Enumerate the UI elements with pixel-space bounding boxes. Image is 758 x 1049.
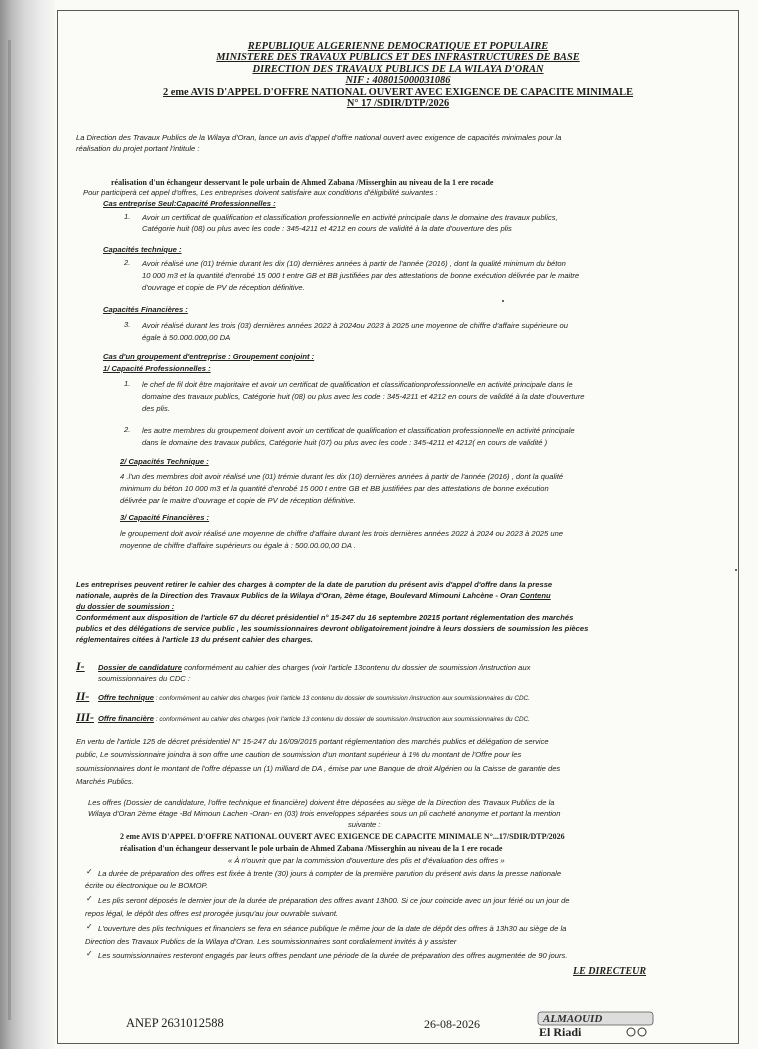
item-number: 3. xyxy=(124,320,131,329)
publication-date: 26-08-2026 xyxy=(424,1017,480,1031)
retrait-contenu: Contenu xyxy=(519,591,551,600)
speck xyxy=(502,300,504,302)
checkmark-icon: ✓ xyxy=(86,867,93,876)
retrait-line2-text: nationale, auprès de la Direction des Travaux Publics de la Wilaya d'Oran, 2ème étage, Boulevard Mimouni Lahcène - Oran xyxy=(76,591,518,600)
logo-graphic xyxy=(535,1010,660,1038)
anep-reference: ANEP 2631012588 xyxy=(126,1016,224,1030)
retrait-line5: publics et des délégations de service public , les soumissionnaires devront obligatoirement joindre à leurs dossiers de soumission les pièces xyxy=(76,624,589,633)
retrait-line6: réglementaires citées à l'article 13 du présent cahier des charges. xyxy=(76,635,313,644)
seul-item1-line2: Catégorie huit (08) ou plus avec les code : 345-4211 et 4212 en cours de validité à la date d'ouverture des plis xyxy=(142,224,512,233)
groupement-item1-line3: des plis. xyxy=(142,404,170,413)
project-name: réalisation d'un échangeur desservant le pole urbain de Ahmed Zabana /Misserghin au niveau de la 1 ere rocade xyxy=(111,178,494,187)
groupement-item1-line2: domaine des travaux publics, Catégorie huit (08) ou plus avec les code : 345-4211 et 4212 en cours de validité à la date d'ouverture xyxy=(142,392,585,401)
seul-item2-line1: Avoir réalisé une (01) trémie durant les dix (10) dernières années à partir de l'année (2016) , dont la qualité minimum du béton xyxy=(142,259,566,268)
caution-line3: soumissionnaires dont le montant de l'offre dépasse un (1) milliard de DA , émise par une Banque de droit Algérien ou la Caisse de garantie des xyxy=(76,764,561,773)
header-direction: DIRECTION DES TRAVAUX PUBLICS DE LA WILAYA D'ORAN xyxy=(252,63,544,75)
offre-technique-text: : conformément au cahier des charges (voir l'article 13 contenu du dossier de soumission /instruction aux soumissionnaires du CDC. xyxy=(153,695,530,702)
bullet1-line1: La durée de préparation des offres est fixée à trente (30) jours à compter de la première parution du présent avis dans la presse nationale xyxy=(98,869,562,878)
dossier-candidature-text: conformément au cahier des charges (voir l'article 13contenu du dossier de soumission /instruction aux xyxy=(181,663,531,672)
groupement-tech-heading: 2/ Capacités Technique : xyxy=(120,457,209,466)
signature-le-directeur: LE DIRECTEUR xyxy=(573,966,647,977)
depot-line3: suivante : xyxy=(348,820,381,829)
bullet3-line1: L'ouverture des plis techniques et financiers se fera en séance publique le même jour de la date de dépôt des offres à 13h30 au siège de la xyxy=(98,924,567,933)
groupement-fin-line2: moyenne de chiffre d'affaire supérieurs ou égale à : 500.00.00,00 DA . xyxy=(120,541,356,550)
newspaper-notice xyxy=(57,10,739,1044)
retrait-line4: Conformément aux disposition de l'article 67 du décret présidentiel n° 15-247 du 16 septembre 20215 portant réglementation des marchés xyxy=(76,613,574,622)
title-avis: 2 eme AVIS D'APPEL D'OFFRE NATIONAL OUVERT AVEC EXIGENCE DE CAPACITE MINIMALE xyxy=(162,86,634,98)
item-number: 2. xyxy=(124,258,131,267)
caution-line4: Marchés Publics. xyxy=(76,777,134,786)
bullet3-line2: Direction des Travaux Publics de la Wilaya d'Oran. Les soumissionnaires sont cordialement invités à y assister xyxy=(85,937,457,946)
checkmark-icon: ✓ xyxy=(86,894,93,903)
offre-technique-line xyxy=(98,692,530,704)
newspaper-logo xyxy=(535,1010,660,1038)
bullet2-line2: repos légal, le dépôt des offres est prorogée jusqu'au jour ouvrable suivant. xyxy=(85,909,339,918)
seul-heading: Cas entreprise Seul:Capacité Professionnelles : xyxy=(103,199,276,208)
depot-line2: Wilaya d'Oran 2ème étage -Bd Mimoun Lachen -Oran- en (03) trois enveloppes séparées sous un pli cacheté anonyme et portant la mention xyxy=(88,809,561,818)
item-number: 1. xyxy=(124,212,131,221)
roman-iii: III- xyxy=(76,710,95,724)
dossier-candidature-title: Dossier de candidature xyxy=(98,663,182,672)
seul-item2-line3: d'ouvrage et copie de PV de réception définitive. xyxy=(142,283,305,292)
groupement-item2-line1: les autre membres du groupement doivent avoir un certificat de qualification et classification professionnelle en activité principale xyxy=(142,426,575,435)
notice-title xyxy=(58,87,738,110)
groupement-prof-heading: 1/ Capacité Professionnelles : xyxy=(103,364,211,373)
intro-line2: réalisation du projet portant l'intitule : xyxy=(76,144,200,153)
header-republique: REPUBLIQUE ALGERIENNE DEMOCRATIQUE ET POPULAIRE xyxy=(247,41,549,52)
retrait-line3: du dossier de soumission : xyxy=(76,602,175,611)
seul-item1-line1: Avoir un certificat de qualification et classification professionnelle en activité principale dans le domaine des travaux publics, xyxy=(142,213,558,222)
groupement-fin-line1: le groupement doit avoir réalisé une moyenne de chiffre d'affaire durant les trois dernières années 2022 à 2024 ou 2023 à 2025 une xyxy=(120,529,564,538)
conditions: Pour participerà cet appel d'offres, Les entreprises doivent satisfaire aux conditions d'éligibilité suivantes : xyxy=(83,188,438,197)
scan-edge xyxy=(0,0,55,1049)
retrait-line1: Les entreprises peuvent retirer le cahier des charges à compter de la date de parution du présent avis d'appel d'offre dans la presse xyxy=(76,580,553,589)
depot-mention: « À n'ouvrir que par la commission d'ouverture des plis et d'évaluation des offres » xyxy=(228,856,505,865)
depot-line1: Les offres (Dossier de candidature, l'offre technique et financière) doivent être déposées au siège de la Direction des Travaux Publics de la xyxy=(88,798,555,807)
groupement-item1-line1: le chef de fil doit être majoritaire et avoir un certificat de qualification et classificationprofessionnelle en activité principale dans le xyxy=(142,380,573,389)
seul-item3-line2: égale à 50.000.000,00 DA xyxy=(142,333,231,342)
depot-project: réalisation d'un échangeur desservant le pole urbain de Ahmed Zabana /Misserghin au niveau de la 1 ere rocade xyxy=(120,844,503,853)
item-number: 2. xyxy=(124,425,131,434)
header xyxy=(58,41,738,87)
dossier-candidature-line2: soumissionnaires du CDC : xyxy=(98,674,191,683)
roman-ii: II- xyxy=(76,689,90,703)
groupement-heading: Cas d'un groupement d'entreprise : Groupement conjoint : xyxy=(103,352,315,361)
logo-bottom-text: El Riadi xyxy=(539,1025,582,1038)
bullet4-line1: Les soumissionnaires resteront engagés par leurs offres pendant une période de la durée de préparation des offres augmentée de 90 jours. xyxy=(98,951,568,960)
item-number: 1. xyxy=(124,379,131,388)
title-numero: N° 17 /SDIR/DTP/2026 xyxy=(346,98,450,110)
groupement-tech-line1: 4 .l'un des membres doit avoir réalisé une (01) trémie durant les dix (10) dernières années à partir de l'année (2016) , dont la qualité xyxy=(120,472,564,481)
bullet2-line1: Les plis seront déposés le dernier jour de la durée de préparation des offres avant 13h00. Si ce jour coincide avec un jour férié ou un jour de xyxy=(98,896,570,905)
seul-item2-line2: 10 000 m3 et la quantité d'enrobé 15 000 t entre GB et BB justifiées par des attestations de bonne exécution délivrée par le maitre xyxy=(142,271,580,280)
dossier-candidature-line1 xyxy=(98,662,530,673)
speck xyxy=(735,569,737,571)
caution-line2: public, Le soumissionnaire joindra à son offre une caution de soumission d'un montant supérieur à 1% du montant de l'Offre pour les xyxy=(76,750,522,759)
logo-top-text: ALMAOUID xyxy=(543,1013,603,1025)
groupement-item2-line2: dans le domaine des travaux publics, Catégorie huit (07) ou plus avec les code : 345-4211 et 4212( en cours de validité ) xyxy=(142,438,548,447)
offre-technique-title: Offre technique xyxy=(98,693,154,702)
caution-line1: En vertu de l'article 125 de décret présidentiel N° 15-247 du 16/09/2015 portant réglementation des marchés publics et délégation de service xyxy=(76,737,549,746)
groupement-fin-heading: 3/ Capacité Financières : xyxy=(120,513,210,522)
offre-financiere-line xyxy=(98,713,530,725)
seul-tech-heading: Capacités technique : xyxy=(103,245,182,254)
roman-i: I- xyxy=(76,659,85,673)
seul-fin-heading: Capacités Financières : xyxy=(103,305,188,314)
seul-item3-line1: Avoir réalisé durant les trois (03) dernières années 2022 à 2024ou 2023 à 2025 une moyenne de chiffre d'affaire supérieure ou xyxy=(142,321,568,330)
offre-financiere-title: Offre financière xyxy=(98,714,154,723)
offre-financiere-text: : conformément au cahier des charges (voir l'article 13 contenu du dossier de soumission /instruction aux soumissionnaires du CDC. xyxy=(154,716,530,723)
groupement-tech-line3: délivrée par le maitre d'ouvrage et copie de PV de réception définitive. xyxy=(120,496,356,505)
header-nif: NIF : 408015000031086 xyxy=(345,75,451,87)
retrait-line2 xyxy=(76,590,551,601)
checkmark-icon: ✓ xyxy=(86,949,93,958)
intro-line1: La Direction des Travaux Publics de la Wilaya d'Oran, lance un avis d'appel d'offre national ouvert avec exigence de capacités minimales pour la xyxy=(76,133,562,142)
bullet1-line2: écrite ou électronique ou le BOMOP. xyxy=(85,881,208,890)
groupement-tech-line2: minimum du béton 10 000 m3 et la quantité d'enrobé 15 000 t entre GB et BB justifiées par des attestations de bonne exécution xyxy=(120,484,549,493)
header-ministere: MINISTERE DES TRAVAUX PUBLICS ET DES INFRASTRUCTURES DE BASE xyxy=(216,52,580,64)
depot-avis-reference: 2 eme AVIS D'APPEL D'OFFRE NATIONAL OUVERT AVEC EXIGENCE DE CAPACITE MINIMALE N°...17/SDIR/DTP/2026 xyxy=(120,832,565,841)
checkmark-icon: ✓ xyxy=(86,922,93,931)
